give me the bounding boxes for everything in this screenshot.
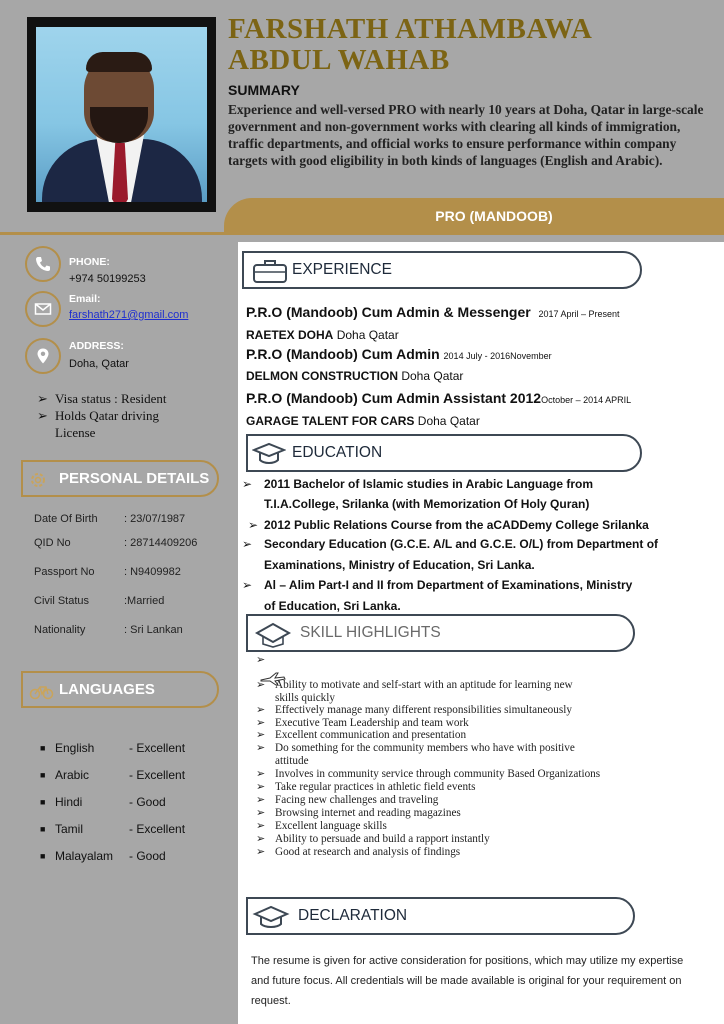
language-malayalam: ■ Malayalam - Good — [40, 849, 166, 863]
driving-license: ➢ Holds Qatar driving — [37, 408, 159, 423]
location-pin-icon — [25, 338, 61, 374]
skill-item: ➢ Do something for the community members who have with positive — [256, 742, 575, 754]
personal-details-heading: PERSONAL DETAILS — [21, 460, 219, 497]
language-arabic: ■ Arabic - Excellent — [40, 768, 186, 782]
skill-item: ➢ Effectively manage many different responsibilities simultaneously — [256, 704, 572, 716]
bicycle-icon — [29, 682, 55, 700]
job-3-company: GARAGE TALENT FOR CARS Doha Qatar — [246, 414, 480, 428]
skill-item-cont: attitude — [275, 755, 309, 767]
qid-row: QID No : 28714409206 — [34, 537, 198, 549]
address-label: ADDRESS: — [69, 340, 124, 352]
skill-item: ➢ Involves in community service through community Based Organizations — [256, 768, 601, 780]
job-1-company: RAETEX DOHA Doha Qatar — [246, 328, 399, 342]
job-title: PRO (MANDOOB) — [435, 208, 553, 224]
job-2-title: P.R.O (Mandoob) Cum Admin 2014 July - 2016November — [246, 346, 552, 362]
graduation-cap-icon — [254, 621, 292, 649]
nationality-row: Nationality : Sri Lankan — [34, 624, 183, 636]
candidate-name: FARSHATH ATHAMBAWA ABDUL WAHAB — [228, 13, 593, 76]
civil-status-row: Civil Status :Married — [34, 595, 165, 607]
dob-row: Date Of Birth : 23/07/1987 — [34, 513, 186, 525]
passport-row: Passport No : N9409982 — [34, 566, 181, 578]
skill-item-cont: skills quickly — [275, 692, 335, 704]
gear-icon — [29, 471, 53, 489]
education-item: ➢ 2011 Bachelor of Islamic studies in Arabic Language from — [242, 477, 593, 491]
email-link[interactable]: farshath271@gmail.com — [69, 309, 189, 321]
visa-status: ➢ Visa status : Resident — [37, 391, 167, 406]
education-item: ➢ Secondary Education (G.C.E. A/L and G.C.E. O/L) from Department of — [242, 537, 659, 551]
phone-icon — [25, 246, 61, 282]
profile-photo — [27, 17, 216, 212]
skill-item: ➢ Ability to motivate and self-start with an aptitude for learning new — [256, 679, 573, 691]
address-value: Doha, Qatar — [69, 358, 129, 370]
experience-heading: EXPERIENCE — [242, 251, 642, 289]
skill-item: ➢ Good at research and analysis of findings — [256, 846, 461, 858]
skill-item: ➢ Ability to persuade and build a rapport instantly — [256, 833, 490, 845]
declaration-heading: DECLARATION — [246, 897, 635, 935]
summary-text: Experience and well-versed PRO with nearly 10 years at Doha, Qatar in large-scale government and non-government works with clearing all kinds of immigration, traffic departments, and official works to ensure performance within company targets with good eligibility in both kinds of languages (English and Arabic). — [228, 102, 704, 168]
graduation-cap-icon — [252, 904, 290, 930]
education-item-cont: T.I.A.College, Srilanka (with Memorization Of Holy Quran) — [264, 497, 590, 511]
education-item: ➢ Al – Alim Part-I and II from Department of Examinations, Ministry — [242, 578, 633, 592]
header-divider — [0, 232, 724, 235]
job-title-banner — [224, 198, 724, 235]
education-item-cont: of Education, Sri Lanka. — [264, 599, 401, 613]
phone-value: +974 50199253 — [69, 273, 146, 285]
skill-empty-bullet: ➢ — [256, 654, 266, 666]
skill-item: ➢ Excellent communication and presentation — [256, 729, 467, 741]
skill-item: ➢ Browsing internet and reading magazines — [256, 807, 461, 819]
phone-label: PHONE: — [69, 256, 110, 268]
briefcase-icon — [252, 258, 288, 284]
graduation-cap-icon — [252, 441, 286, 467]
email-label: Email: — [69, 293, 101, 305]
declaration-text: The resume is given for active consideration for positions, which may utilize my expertise and future focus. All credentials will be made available is original for your requirement on request. — [251, 955, 684, 1007]
languages-heading: LANGUAGES — [21, 671, 219, 708]
education-heading: EDUCATION — [246, 434, 642, 472]
language-tamil: ■ Tamil - Excellent — [40, 822, 186, 836]
job-1-title: P.R.O (Mandoob) Cum Admin & Messenger 2017 April – Present — [246, 304, 620, 320]
skill-item: ➢ Excellent language skills — [256, 820, 387, 832]
job-2-company: DELMON CONSTRUCTION Doha Qatar — [246, 369, 464, 383]
driving-license-cont: License — [55, 425, 96, 440]
language-english: ■ English - Excellent — [40, 741, 186, 755]
summary-heading: SUMMARY — [228, 82, 300, 98]
skill-item: ➢ Facing new challenges and traveling — [256, 794, 439, 806]
language-hindi: ■ Hindi - Good — [40, 795, 166, 809]
skill-highlights-heading: SKILL HIGHLIGHTS — [246, 614, 635, 652]
envelope-icon — [25, 291, 61, 327]
skill-item: ➢ Executive Team Leadership and team work — [256, 717, 469, 729]
education-item-cont: Examinations, Ministry of Education, Sri Lanka. — [264, 558, 535, 572]
education-item: ➢ 2012 Public Relations Course from the aCADDemy College Srilanka — [248, 518, 649, 532]
skill-item: ➢ Take regular practices in athletic field events — [256, 781, 476, 793]
job-3-title: P.R.O (Mandoob) Cum Admin Assistant 2012October – 2014 APRIL — [246, 390, 632, 406]
